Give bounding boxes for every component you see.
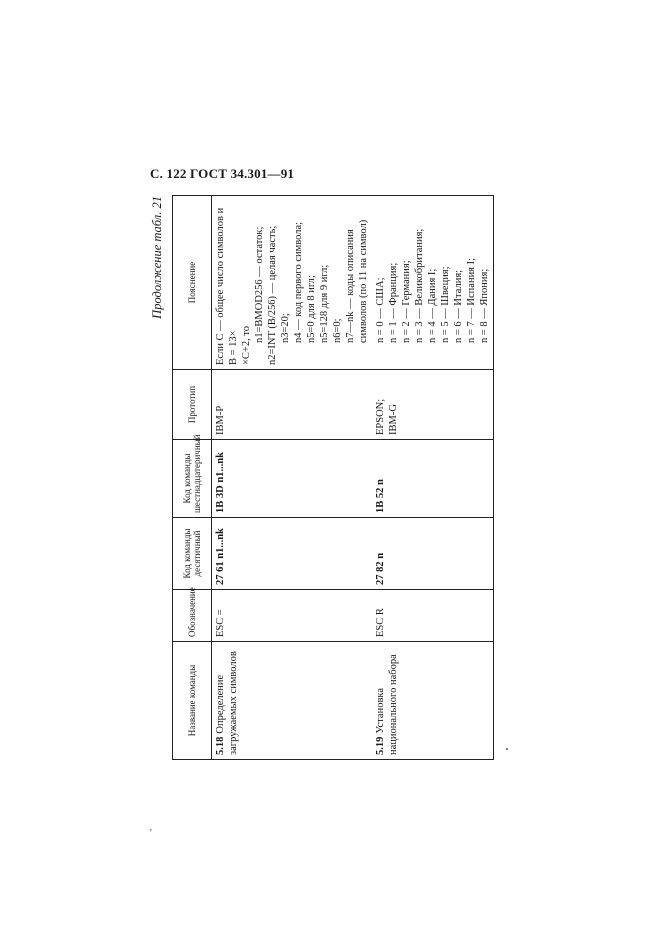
explanation-line: n = 1 — Франция; (388, 262, 399, 343)
designation-cell: ESC = (212, 590, 373, 642)
explanation-line: n = 7 — Испания I; (466, 257, 477, 343)
table-header-row (173, 196, 212, 760)
column-header: Код команды шестнадцатеричный (173, 440, 212, 518)
table-row (372, 196, 494, 760)
command-name: Определение загружаемых символов (215, 651, 239, 755)
explanation-line: n1=BMOD256 — остаток; (254, 226, 265, 343)
table-row (212, 196, 373, 760)
column-header: Название команды (173, 642, 212, 760)
row-number: 5.18 (215, 736, 226, 755)
hex-code-cell: 1B 52 n (372, 440, 494, 518)
explanation-line: Если C — общее число символов и B = 13× (215, 207, 239, 365)
explanation-line: n = 2 — Германия; (401, 260, 412, 343)
explanation-line: n2=INT (B/256) — целая часть; (267, 225, 278, 365)
command-name: Установка национального набора (375, 654, 399, 755)
column-header: Пояснение (173, 196, 212, 370)
commands-table (172, 195, 494, 760)
explanation-line: n = 5 — Швеция; (440, 266, 451, 343)
column-header: Прототип (173, 370, 212, 440)
explanation-line: n = 4 — Дания I; (427, 268, 438, 343)
column-header: Обозначение (173, 590, 212, 642)
decimal-code-cell: 27 61 n1...nk (212, 518, 373, 590)
explanation-line: n = 8 — Япония; (479, 268, 490, 343)
explanation-line: n = 0 — США; (375, 277, 386, 343)
prototype-cell: EPSON; IBM-G (372, 370, 494, 440)
rotated-table-block (150, 196, 490, 760)
explanation-line: n5=128 для 9 игл; (319, 264, 330, 343)
command-name-cell (212, 642, 373, 760)
designation-cell: ESC R (372, 590, 494, 642)
page-header: С. 122 ГОСТ 34.301—91 (150, 166, 295, 181)
table-caption: Продолжение табл. 21 (150, 196, 164, 319)
command-name-cell (372, 642, 494, 760)
explanation-line: n6=0; (332, 318, 343, 343)
margin-mark: ' (150, 828, 152, 839)
explanation-line: n = 3 — Великобритания; (414, 228, 425, 343)
stray-dot (506, 748, 508, 750)
decimal-code-cell: 27 82 n (372, 518, 494, 590)
explanation-cell (212, 196, 373, 370)
explanation-line: n3=20; (280, 313, 291, 343)
prototype-cell: IBM-P (212, 370, 373, 440)
explanation-cell (372, 196, 494, 370)
hex-code-cell: 1B 3D n1...nk (212, 440, 373, 518)
row-number: 5.19 (375, 736, 386, 755)
explanation-line: n = 6 — Италия; (453, 269, 464, 343)
explanation-line: n4 — код первого символа; (293, 221, 304, 343)
column-header: Код команды десятичный (173, 518, 212, 590)
explanation-line: n5=0 для 8 игл; (306, 275, 317, 343)
explanation-line: n7—nk — коды описания символов (по 11 на символ) (345, 219, 369, 343)
explanation-line: ×C+2, то (241, 325, 252, 365)
